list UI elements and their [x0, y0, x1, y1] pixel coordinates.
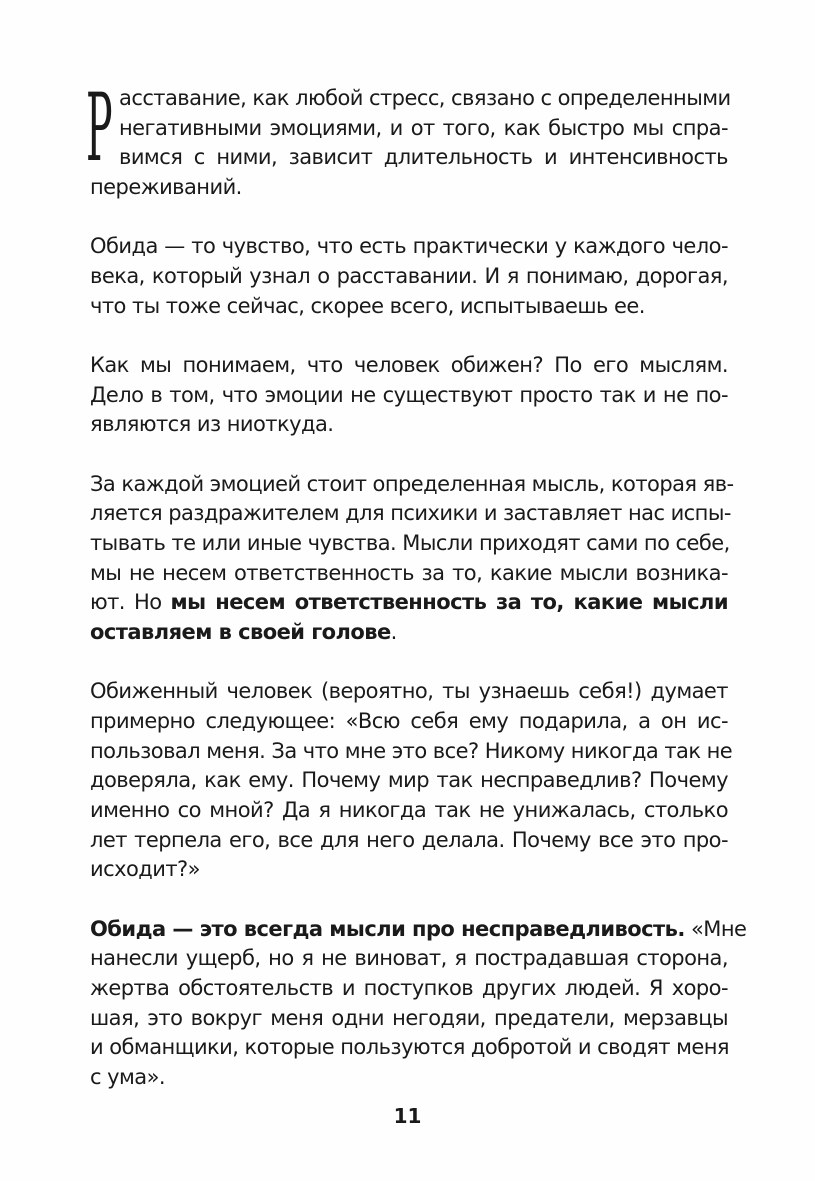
text-line: пользовал меня. За что мне это все? Никому никогда так не [90, 738, 733, 763]
text-line [90, 588, 728, 618]
text-line: ляется раздражителем для психики и заставляет нас испы- [90, 501, 731, 526]
paragraph-5 [90, 677, 733, 885]
text-run: ют. Но [90, 590, 171, 615]
text-line: и обманщики, которые пользуются добротой и сводят меня [90, 1035, 730, 1060]
text-line: века, который узнал о расставании. И я понимаю, дорогая, [90, 264, 728, 289]
text-run: «Мне [684, 916, 747, 941]
text-line: Как мы понимаем, что человек обижен? По его мыслям. [90, 352, 728, 377]
paragraph-2 [90, 232, 728, 321]
text-line: За каждой эмоцией стоит определенная мысль, которая яв- [90, 471, 734, 496]
text-line: исходит?» [90, 857, 200, 882]
text-line: негативными эмоциями, и от того, как быстро мы спра- [119, 115, 728, 140]
text-line: тывать те или иные чувства. Мысли приходят сами по себе, [90, 530, 730, 555]
text-line: что ты тоже сейчас, скорее всего, испытываешь ее. [90, 293, 645, 318]
text-line [90, 618, 728, 648]
text-line: с ума». [90, 1065, 166, 1090]
text-line: лет терпела его, все для него делала. Почему все это про- [90, 827, 728, 852]
page-number: 11 [393, 1104, 422, 1128]
text-line: примерно следующее: «Всю себя ему подарила, а он ис- [90, 708, 728, 733]
paragraph-4 [90, 470, 734, 648]
text-line: Дело в том, что эмоции не существуют просто так и не по- [90, 382, 728, 407]
text-line [90, 915, 747, 945]
bold-text: мы несем ответственность за то, какие мысли [170, 590, 728, 615]
bold-text: Обида — это всегда мысли про несправедливость. [90, 916, 685, 941]
text-line: являются из ниоткуда. [90, 412, 334, 437]
body-text [86, 74, 747, 1093]
text-line: вимся с ними, зависит длительность и интенсивность [119, 145, 728, 170]
text-line: доверяла, как ему. Почему мир так несправедлив? Почему [90, 768, 728, 793]
text-line: шая, это вокруг меня одни негодяи, предатели, мерзавцы [90, 1005, 728, 1030]
bold-text: оставляем в своей голове [90, 620, 391, 645]
text-line: именно со мной? Да я никогда так не унижалась, столько [90, 798, 728, 823]
text-line: асставание, как любой стресс, связано с определенными [119, 86, 731, 110]
text-line: мы не несем ответственность за то, какие мысли возника- [90, 560, 728, 585]
drop-cap: Р [86, 74, 113, 183]
text-line: нанесли ущерб, но я не виноват, я пострадавшая сторона, [90, 946, 728, 971]
text-run: . [390, 620, 397, 645]
text-line: переживаний. [90, 175, 242, 200]
text-line: Обида — то чувство, что есть практически у каждого чело- [90, 234, 728, 259]
paragraph-6 [90, 915, 747, 1093]
text-line: жертва обстоятельств и поступков других людей. Я хоро- [90, 976, 728, 1001]
paragraph-3 [90, 351, 728, 440]
paragraph-1 [86, 74, 731, 203]
text-line: Обиженный человек (вероятно, ты узнаешь себя!) думает [90, 679, 728, 704]
